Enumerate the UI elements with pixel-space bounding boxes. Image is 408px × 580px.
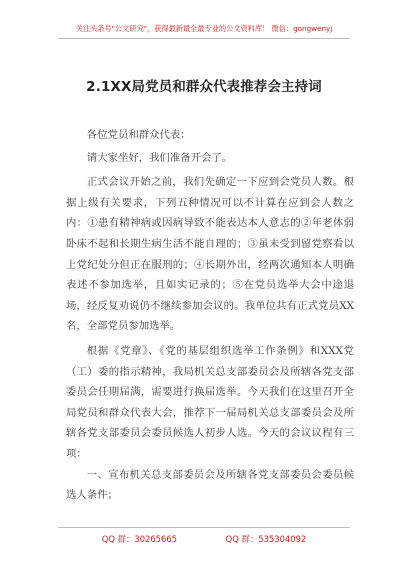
document-body	[66, 125, 354, 506]
agenda-paragraph: 根据《党章》、《党的基层组织选举工作条例》和XXX党（工）委的指示精神，我局机关总支部委员会及所辖各党支部委员会任期届满，需要进行换届选举。今天我们在这里召开全局党员和群众代表大会，推荐下一届局机关总支部委员会及所辖各党支部委员会委员候选人初步人选。今天的会议议程有三项：	[66, 344, 354, 460]
footer-divider	[58, 527, 350, 528]
attendance-paragraph: 正式会议开始之前，我们先确定一下应到会党员人数。根据上级有关要求，下列五种情况可以不计算在应到会人数之内：①患有精神病或因病导致不能表达本人意志的②年老体弱卧床不起和长期生病生活不能自理的；③虽未受到留党察看以上党纪处分但正在服刑的；④长期外出，经两次通知本人明确表述不参加选举，且如实记录的；⑤在党员选举大会中途退场，经反复劝说仍不继续参加会议的。我单位共有正式党员XX名，全部党员参加选举。	[66, 176, 354, 333]
opening-paragraph: 请大家坐好，我们准备开会了。	[86, 151, 233, 164]
document-title: 2.1XX局党员和群众代表推荐会主持词	[86, 80, 322, 95]
footer-contacts	[0, 533, 408, 545]
agenda-item-1-paragraph: 一、宣布机关总支部委员会及所辖各党支部委员会委员候选人条件；	[66, 468, 354, 502]
greeting-paragraph: 各位党员和群众代表：	[86, 129, 191, 141]
footer-qq-group-2: QQ 群：535304092	[225, 534, 307, 544]
header-banner: 关注头条号"公文研究"，获得最新最全最专业的公文资料库！ 微信：gongwenyj	[75, 24, 333, 33]
header-divider	[58, 38, 350, 39]
footer-qq-group-1: QQ 群：30265665	[101, 534, 177, 544]
